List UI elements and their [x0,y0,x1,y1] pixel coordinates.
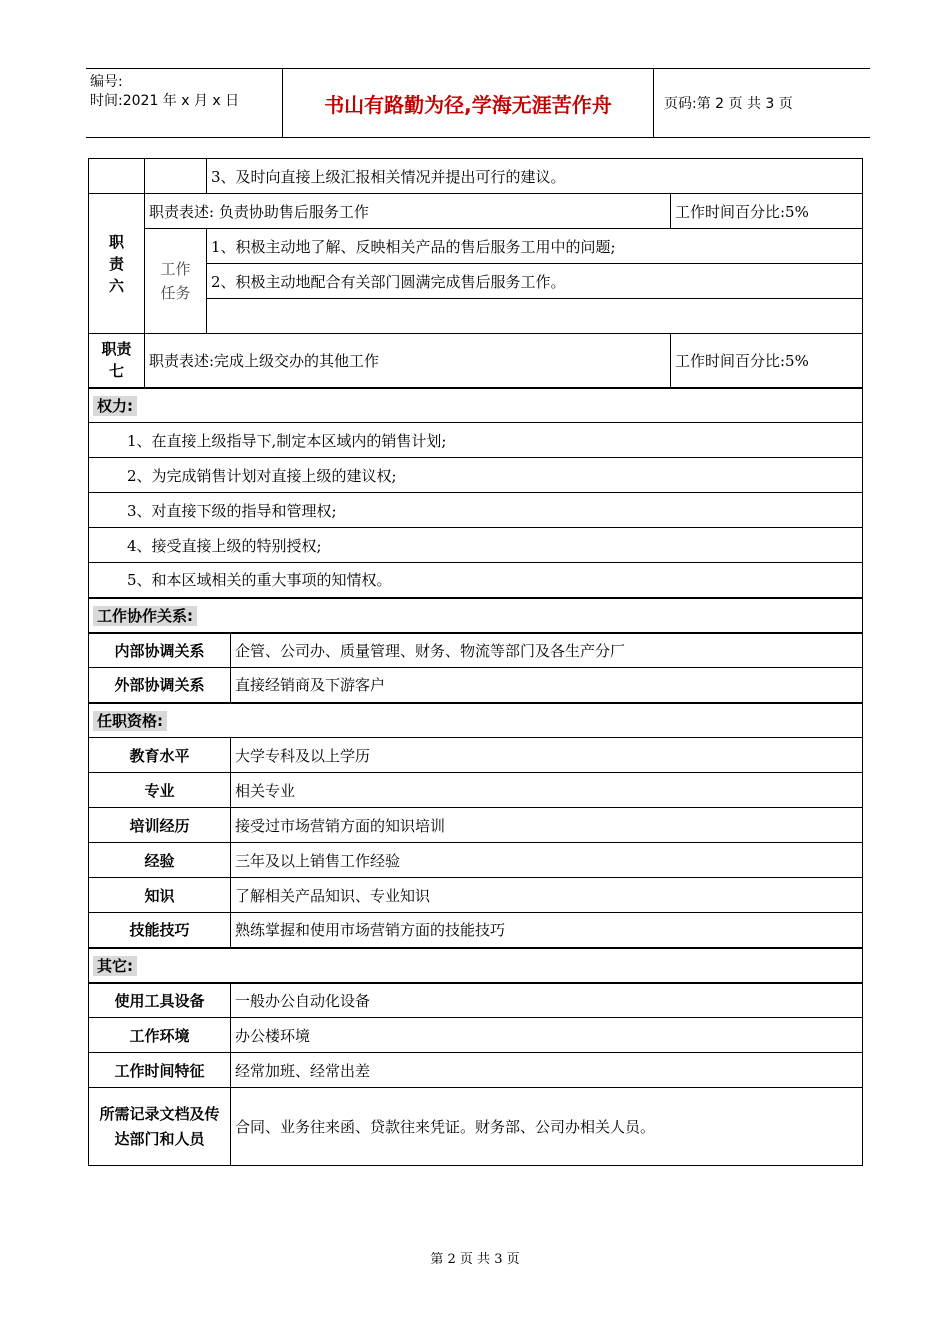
qual-label: 经验 [89,843,231,878]
coop-label: 外部协调关系 [89,668,231,703]
other-label: 工作时间特征 [89,1053,231,1088]
table-row [89,738,863,773]
table-row [89,703,863,738]
qual-value: 熟练掌握和使用市场营销方面的技能技巧 [231,913,863,948]
qual-label: 教育水平 [89,738,231,773]
other-value: 合同、业务往来函、贷款往来凭证。财务部、公司办相关人员。 [231,1088,863,1166]
duty6-pct: 工作时间百分比:5% [671,194,863,229]
table-row [89,1018,863,1053]
table-row [89,493,863,528]
other-value: 办公楼环境 [231,1018,863,1053]
header-meta [86,69,282,137]
table-row [89,1088,863,1166]
table-row [89,983,863,1018]
qual-value: 了解相关产品知识、专业知识 [231,878,863,913]
empty-cell [207,299,863,334]
header-motto: 书山有路勤为径,学海无涯苦作舟 [282,69,654,137]
cooperation-title: 工作协作关系: [89,598,863,633]
duty6-task: 2、积极主动地配合有关部门圆满完成售后服务工作。 [207,264,863,299]
other-title: 其它: [89,948,863,983]
table-row [89,528,863,563]
duty7-desc: 职责表述:完成上级交办的其他工作 [145,334,671,388]
table-row [89,773,863,808]
table-row [89,423,863,458]
qual-value: 接受过市场营销方面的知识培训 [231,808,863,843]
page-header [86,68,870,138]
table-row [89,563,863,598]
table-row [89,1053,863,1088]
authority-item: 3、对直接下级的指导和管理权; [89,493,863,528]
qual-label: 技能技巧 [89,913,231,948]
table-row [89,913,863,948]
table-row [89,458,863,493]
table-row [89,388,863,423]
authority-item: 5、和本区域相关的重大事项的知情权。 [89,563,863,598]
table-row [89,334,863,388]
duty6-title: 职责六 [89,194,145,334]
coop-value: 直接经销商及下游客户 [231,668,863,703]
duty7-title: 职责七 [89,334,145,388]
duty7-pct: 工作时间百分比:5% [671,334,863,388]
table-row [89,843,863,878]
table-row [89,633,863,668]
page-footer: 第 2 页 共 3 页 [430,1252,520,1267]
authority-item: 1、在直接上级指导下,制定本区域内的销售计划; [89,423,863,458]
authority-item: 2、为完成销售计划对直接上级的建议权; [89,458,863,493]
table-row [89,948,863,983]
coop-value: 企管、公司办、质量管理、财务、物流等部门及各生产分厂 [231,633,863,668]
duty6-desc: 职责表述: 负责协助售后服务工作 [145,194,671,229]
authority-title: 权力: [89,388,863,423]
coop-label: 内部协调关系 [89,633,231,668]
duty6-task: 1、积极主动地了解、反映相关产品的售后服务工用中的问题; [207,229,863,264]
qual-value: 大学专科及以上学历 [231,738,863,773]
table-row [89,194,863,229]
code-label: 编号: [90,74,123,90]
other-value: 经常加班、经常出差 [231,1053,863,1088]
empty-cell [89,159,145,194]
qual-label: 知识 [89,878,231,913]
other-label: 使用工具设备 [89,983,231,1018]
prev-task: 3、及时向直接上级汇报相关情况并提出可行的建议。 [207,159,863,194]
other-value: 一般办公自动化设备 [231,983,863,1018]
other-label: 所需记录文档及传达部门和人员 [89,1088,231,1166]
table-row [89,159,863,194]
empty-cell [145,159,207,194]
table-row [89,878,863,913]
qual-value: 三年及以上销售工作经验 [231,843,863,878]
duty6-task-label: 工作任务 [145,229,207,334]
table-row [89,229,863,264]
other-label: 工作环境 [89,1018,231,1053]
page-indicator: 页码:第 2 页 共 3 页 [664,96,793,112]
table-row [89,808,863,843]
table-row [89,598,863,633]
table-row [89,668,863,703]
qual-label: 培训经历 [89,808,231,843]
time-label: 时间:2021 年 x 月 x 日 [90,93,240,109]
qualification-title: 任职资格: [89,703,863,738]
authority-item: 4、接受直接上级的特别授权; [89,528,863,563]
qual-label: 专业 [89,773,231,808]
qual-value: 相关专业 [231,773,863,808]
job-description-table [88,158,863,1166]
